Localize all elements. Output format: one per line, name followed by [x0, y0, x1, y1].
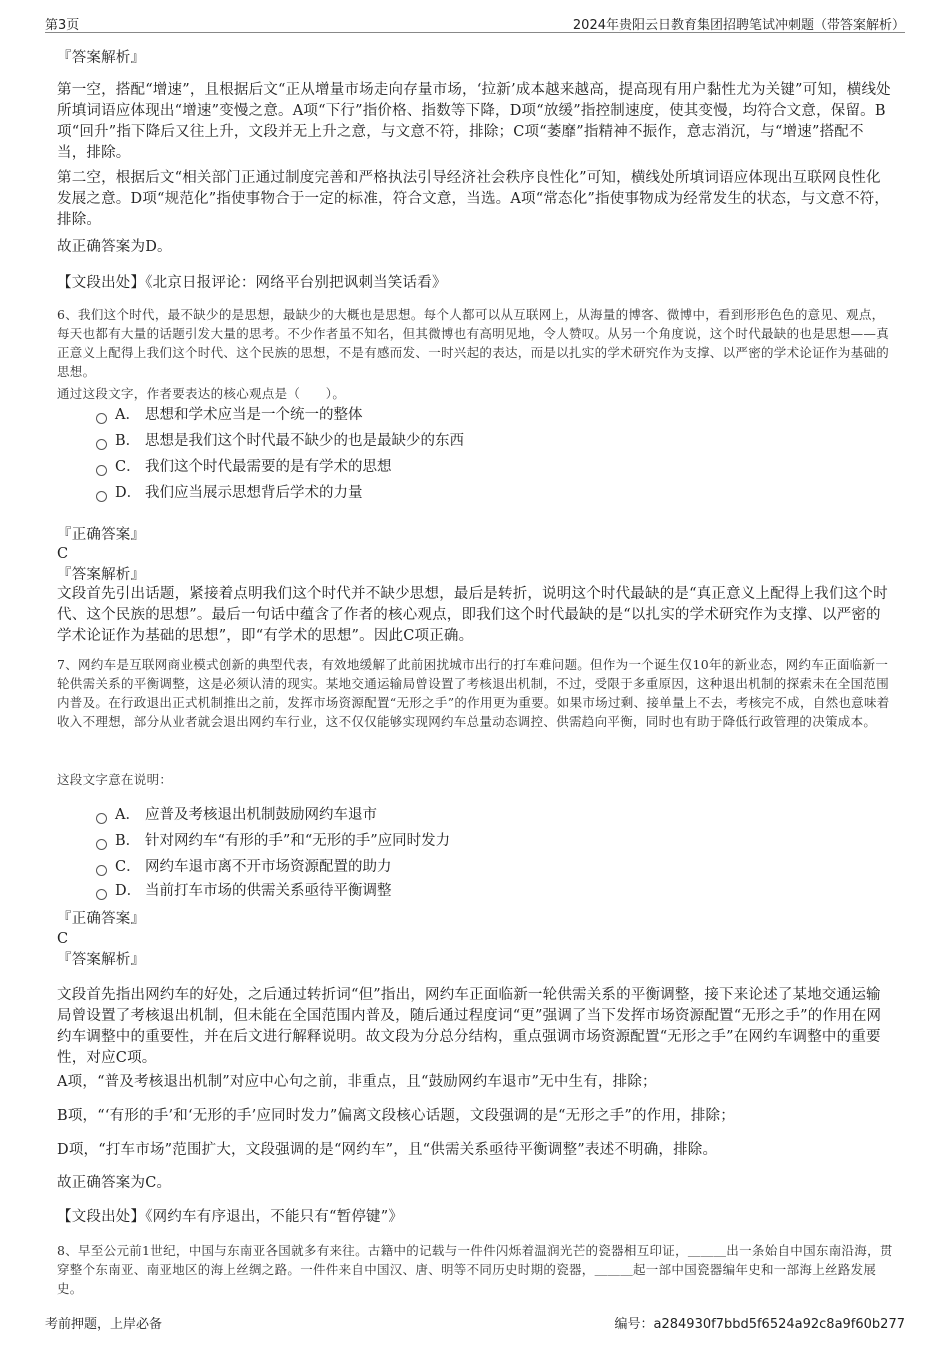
- q7-text: 7、网约车是互联网商业模式创新的典型代表，有效地缓解了此前困扰城市出行的打车难问题。但作为一个诞生仅10年的新业态，网约车正面临新一轮供需关系的平衡调整，这是必须认清的现实。某地交通运输局曾设置了考核退出机制，不过，受限于多重原因，这种退出机制的探索未在全国范围内普及。在行政退出正式机制推出之前，发挥市场资源配置“无形之手”的作用更为重要。如果市场过剩、接单量上不去，考核完不成，自然也意味着收入不理想，部分从业者就会退出网约车行业，这不仅仅能够实现网约车总量动态调控、供需趋向平衡，同时也有助于降低行政管理的决策成本。: [57, 657, 890, 729]
- option-letter: A．: [115, 407, 140, 423]
- q7-prompt: 这段文字意在说明：: [57, 772, 173, 787]
- option-text: 我们应当展示思想背后学术的力量: [145, 485, 363, 501]
- q7-analysis: 文段首先指出网约车的好处，之后通过转折词“但”指出，网约车正面临新一轮供需关系的平衡调整，接下来论述了某地交通运输局曾设置了考核退出机制，但未能在全国范围内普及，随后通过程度词“更”强调了当下发挥市场资源配置“无形之手”的作用在网约车调整中的重要性，并在后文进行解释说明。故文段为分总分结构，重点强调市场资源配置“无形之手”在网约车调整中的重要性，对应C项。: [57, 987, 882, 1066]
- q7-answer-label: 『正确答案』: [57, 911, 146, 927]
- option-text: 针对网约车“有形的手”和“无形的手”应同时发力: [145, 833, 451, 849]
- page-number: 第3页: [45, 18, 80, 33]
- option-text: 应普及考核退出机制鼓励网约车退市: [145, 807, 377, 823]
- q5-source: 【文段出处】《北京日报评论：网络平台别把讽刺当笑话看》: [57, 275, 447, 291]
- option-letter: A．: [115, 807, 140, 823]
- q7-analysis-label: 『答案解析』: [57, 952, 146, 968]
- q6-option-c[interactable]: [96, 457, 392, 477]
- q7-answer: C: [57, 931, 69, 947]
- q7-source: 【文段出处】《网约车有序退出，不能只有“暂停键”》: [57, 1209, 404, 1225]
- option-text: 当前打车市场的供需关系亟待平衡调整: [145, 883, 392, 899]
- q7-option-a[interactable]: [96, 805, 377, 825]
- q6-option-d[interactable]: [96, 483, 363, 503]
- document-id: 编号：a284930f7bbd5f6524a92c8a9f60b277: [614, 1317, 905, 1332]
- q8-text: 8、早至公元前1世纪，中国与东南亚各国就多有来往。古籍中的记载与一件件闪烁着温润光芒的瓷器相互印证，＿＿＿出一条始自中国东南沿海，贯穿整个东南亚、南亚地区的海上丝绸之路。一件件来自中国汉、唐、明等不同历史时期的瓷器，＿＿＿起一部中国瓷器编年史和一部海上丝路发展史。: [57, 1243, 893, 1296]
- q6-answer-label: 『正确答案』: [57, 527, 146, 543]
- radio-icon[interactable]: [96, 465, 107, 476]
- radio-icon[interactable]: [96, 865, 107, 876]
- q6-option-b[interactable]: [96, 431, 464, 451]
- radio-icon[interactable]: [96, 813, 107, 824]
- radio-icon[interactable]: [96, 439, 107, 450]
- option-text: 思想和学术应当是一个统一的整体: [145, 407, 363, 423]
- option-letter: B．: [115, 433, 141, 449]
- q7-option-c[interactable]: [96, 857, 392, 877]
- q6-analysis: 文段首先引出话题，紧接着点明我们这个时代并不缺少思想，最后是转折，说明这个时代最缺的是“真正意义上配得上我们这个时代、这个民族的思想”。最后一句话中蕴含了作者的核心观点，即我们这个时代最缺的是“以扎实的学术研究作为支撑、以严密的学术论证作为基础的思想”，即“有学术的思想”。因此C项正确。: [57, 586, 888, 644]
- q7-item-d: D项，“打车市场”范围扩大，文段强调的是“网约车”，且“供需关系亟待平衡调整”表述不明确，排除。: [57, 1142, 718, 1158]
- page-header: [45, 12, 905, 33]
- q5-analysis-label: 『答案解析』: [57, 50, 146, 66]
- q6-answer: C: [57, 546, 69, 562]
- footer-slogan: 考前押题，上岸必备: [45, 1317, 163, 1332]
- option-letter: D．: [115, 883, 142, 899]
- option-letter: C．: [115, 459, 141, 475]
- option-text: 我们这个时代最需要的是有学术的思想: [145, 459, 392, 475]
- q7-item-a: A项，“普及考核退出机制”对应中心句之前，非重点，且“鼓励网约车退市”无中生有，排除；: [57, 1074, 657, 1090]
- option-letter: C．: [115, 859, 141, 875]
- document-title: 2024年贵阳云日教育集团招聘笔试冲刺题（带答案解析）: [572, 18, 905, 33]
- q7-option-d[interactable]: [96, 881, 392, 901]
- option-text: 网约车退市离不开市场资源配置的助力: [145, 859, 392, 875]
- q5-analysis-para2: 第二空，根据后文“相关部门正通过制度完善和严格执法引导经济社会秩序良性化”可知，横线处所填词语应体现出互联网良性化发展之意。D项“规范化”指使事物合于一定的标准，符合文意，当选。A项“常态化”指使事物成为经常发生的状态，与文意不符，排除。: [57, 170, 890, 228]
- radio-icon[interactable]: [96, 491, 107, 502]
- radio-icon[interactable]: [96, 889, 107, 900]
- q7-option-b[interactable]: [96, 831, 450, 851]
- q7-conclusion: 故正确答案为C。: [57, 1175, 172, 1191]
- q7-item-b: B项，“‘有形的手’和‘无形的手’应同时发力”偏离文段核心话题，文段强调的是“无形之手”的作用，排除；: [57, 1108, 735, 1124]
- option-letter: D．: [115, 485, 142, 501]
- radio-icon[interactable]: [96, 413, 107, 424]
- q5-analysis-para1: 第一空，搭配“增速”，且根据后文“正从增量市场走向存量市场，‘拉新’成本越来越高，提高现有用户黏性尤为关键”可知，横线处所填词语应体现出“增速”变慢之意。A项“下行”指价格、指数等下降，D项“放缓”指控制速度，使其变慢，均符合文意，保留。B项“回升”指下降后又往上升，文段并无上升之意，与文意不符，排除；C项“萎靡”指精神不振作，意志消沉，与“增速”搭配不当，排除。: [57, 82, 891, 161]
- q6-analysis-label: 『答案解析』: [57, 567, 146, 583]
- option-text: 思想是我们这个时代最不缺少的也是最缺少的东西: [145, 433, 464, 449]
- q5-conclusion: 故正确答案为D。: [57, 239, 172, 255]
- option-letter: B．: [115, 833, 141, 849]
- radio-icon[interactable]: [96, 839, 107, 850]
- q6-text: 6、我们这个时代，最不缺少的是思想，最缺少的大概也是思想。每个人都可以从互联网上，从海量的博客、微博中，看到形形色色的意见、观点，每天也都有大量的话题引发大量的思考。不少作者虽不知名，但其微博也有高明见地，令人赞叹。从另一个角度说，这个时代最缺的也是思想——真正意义上配得上我们这个时代、这个民族的思想，不是有感而发、一时兴起的表达，而是以扎实的学术研究作为支撑、以严密的学术论证作为基础的思想。: [57, 307, 890, 379]
- q6-prompt: 通过这段文字，作者要表达的核心观点是（ ）。: [57, 386, 346, 401]
- q6-option-a[interactable]: [96, 405, 363, 425]
